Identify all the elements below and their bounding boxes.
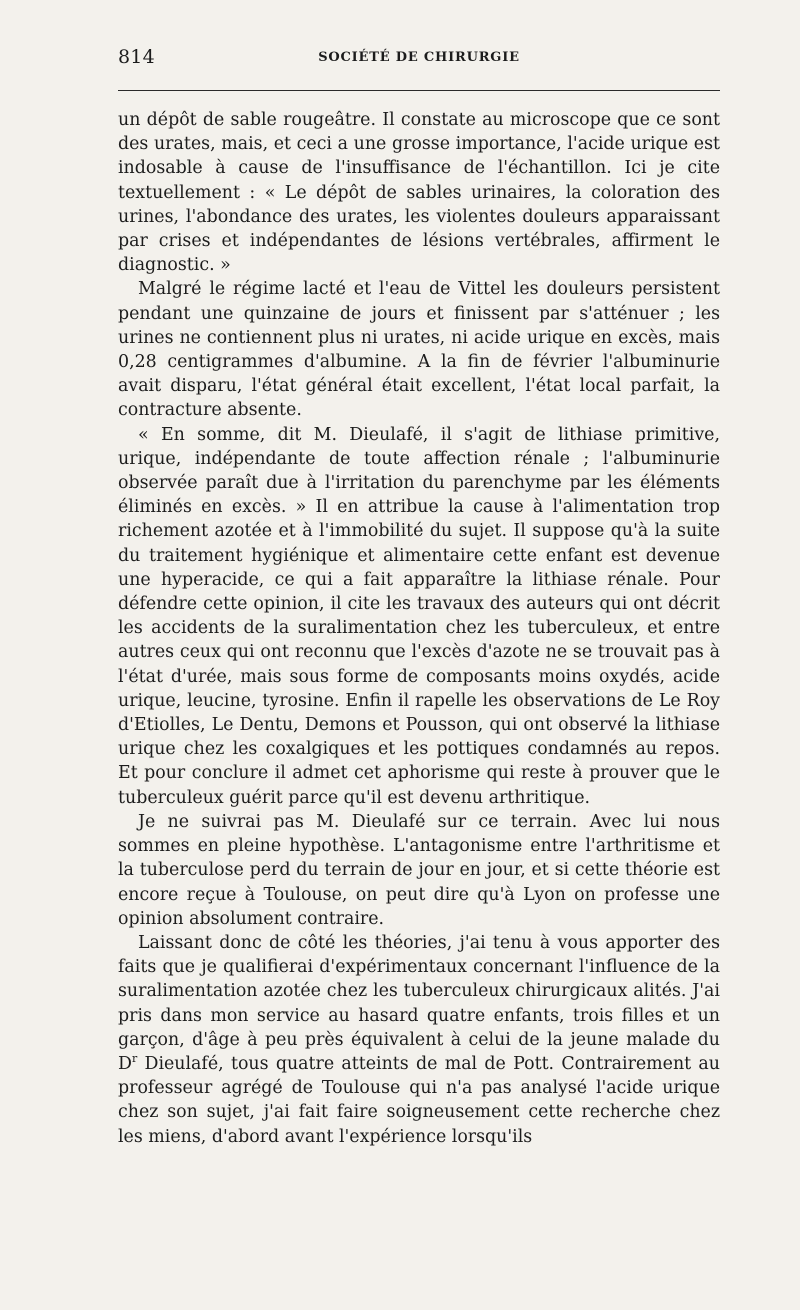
doctor-superscript: r bbox=[131, 1052, 138, 1066]
paragraph-2: Malgré le régime lacté et l'eau de Vittel les douleurs persistent pendant une quinzaine de jours et finissent par s'atténuer ; les urines ne contiennent plus ni urates, ni acide urique en excès, mais 0,28 centigrammes d'albumine. A la fin de février l'albuminurie avait disparu, l'état général était excellent, l'état local parfait, la contracture absente. bbox=[118, 279, 720, 421]
paragraph-3: « En somme, dit M. Dieulafé, il s'agit de lithiase primitive, urique, indépendante de toute affection rénale ; l'albuminurie observée paraît due à l'irritation du parenchyme par les éléments éliminés en excès. » Il en attribue la cause à l'alimentation trop richement azotée et à l'immobilité du sujet. Il suppose qu'à la suite du traitement hygiénique et alimentaire cette enfant est devenue une hyperacide, ce qui a fait apparaître la lithiase rénale. Pour défendre cette opinion, il cite les travaux des auteurs qui ont décrit les accidents de la suralimentation chez les tuberculeux, et entre autres ceux qui ont reconnu que l'excès d'azote ne se trouvait pas à l'état d'urée, mais sous forme de composants moins oxydés, acide urique, leucine, tyrosine. Enfin il rapelle les observations de Le Roy d'Etiolles, Le Dentu, Demons et Pousson, qui ont observé la lithiase urique chez les coxalgiques et les pottiques condamnés au repos. Et pour conclure il admet cet aphorisme qui reste à prouver que le tuberculeux guérit parce qu'il est devenu arthritique. bbox=[118, 424, 720, 808]
body-text bbox=[118, 108, 720, 1149]
paragraph-1: un dépôt de sable rougeâtre. Il constate au microscope que ce sont des urates, mais, et ceci a une grosse importance, l'acide urique est indosable à cause de l'insuffisance de l'échantillon. Ici je cite textuellement : « Le dépôt de sables urinaires, la coloration des urines, l'abondance des urates, les violentes douleurs apparaissant par crises et indépendantes de lésions vertébrales, affirment le diagnostic. » bbox=[118, 110, 720, 276]
header-rule bbox=[118, 90, 720, 91]
running-title: SOCIÉTÉ DE CHIRURGIE bbox=[318, 50, 520, 65]
paragraph-5 bbox=[118, 931, 720, 1149]
page-number: 814 bbox=[118, 46, 155, 68]
paragraph-5-part-2: Dieulafé, tous quatre atteints de mal de Pott. Contrairement au professeur agrégé de Toulouse qui n'a pas analysé l'acide urique chez son sujet, j'ai fait faire soigneusement cette recherche chez les miens, d'abord avant l'expérience lorsqu'ils bbox=[118, 1053, 720, 1147]
paragraph-4: Je ne suivrai pas M. Dieulafé sur ce terrain. Avec lui nous sommes en pleine hypothèse. L'antagonisme entre l'arthritisme et la tuberculose perd du terrain de jour en jour, et si cette théorie est encore reçue à Toulouse, on peut dire qu'à Lyon on professe une opinion absolument contraire. bbox=[118, 811, 720, 929]
page-header bbox=[118, 46, 720, 74]
paragraph-5-part-1: Laissant donc de côté les théories, j'ai tenu à vous apporter des faits que je qualifierai d'expérimentaux concernant l'influence de la suralimentation azotée chez les tuberculeux chirurgicaux alités. J'ai pris dans mon service au hasard quatre enfants, trois filles et un garçon, d'âge à peu près équivalent à celui de la jeune malade du D bbox=[118, 932, 720, 1074]
